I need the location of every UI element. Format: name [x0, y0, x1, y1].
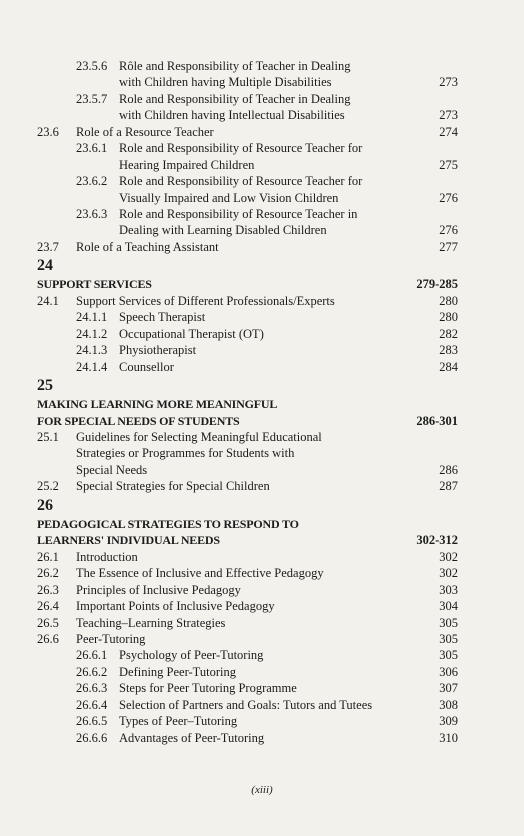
section-title-line: Psychology of Peer-Tutoring: [119, 648, 264, 663]
section-number: 23.6: [37, 124, 59, 139]
toc-entry: [0, 647, 524, 663]
page-number-footer: (xiii): [251, 784, 273, 796]
toc-entry: [0, 429, 524, 478]
toc-entry: [0, 342, 524, 358]
section-number: 23.5.6: [76, 59, 108, 73]
page-number: 284: [439, 359, 458, 374]
section-number: 24.1.4: [76, 359, 108, 374]
chapter-heading: SUPPORT SERVICES: [37, 277, 152, 292]
page-number: 280: [439, 310, 458, 325]
section-number: 26.6.3: [76, 681, 108, 696]
section-title-line: Steps for Peer Tutoring Programme: [119, 681, 297, 696]
chapter-number: 25: [37, 377, 53, 395]
toc-entry: [0, 58, 524, 91]
page-number: 303: [439, 582, 458, 597]
section-title-line: Speech Therapist: [119, 310, 206, 325]
section-number: 26.6.6: [76, 730, 108, 745]
section-number: 26.4: [37, 599, 59, 614]
page-range: 286-301: [416, 413, 458, 428]
toc-entry: [0, 697, 524, 713]
section-number: 23.5.7: [76, 91, 108, 106]
page-range: 302-312: [416, 533, 458, 548]
toc-entry: [0, 713, 524, 729]
section-number: 23.6.3: [76, 207, 108, 222]
toc-entry: [0, 124, 524, 140]
page-number: 305: [439, 615, 458, 630]
section-title-line: Selection of Partners and Goals: Tutors and Tutees: [119, 697, 373, 712]
toc-entry: [0, 680, 524, 696]
chapter-number: 24: [37, 257, 53, 275]
section-number: 25.1: [37, 430, 59, 444]
section-number: 26.6: [37, 631, 59, 646]
page-number: 286: [439, 462, 458, 477]
section-number: 26.3: [37, 582, 59, 597]
page-range: 279-285: [416, 277, 458, 292]
section-title-line: Counsellor: [119, 359, 174, 374]
section-title-line: Defining Peer-Tutoring: [119, 664, 236, 679]
toc-entry: [0, 359, 524, 375]
toc-entry: [0, 293, 524, 309]
page-number: 302: [439, 566, 458, 581]
chapter-heading: MAKING LEARNING MORE MEANINGFUL: [37, 397, 278, 412]
toc-entry: [0, 173, 524, 206]
section-title-line: Special Needs: [76, 462, 148, 477]
page-number: 308: [439, 697, 458, 712]
section-number: 23.7: [37, 239, 59, 254]
chapter-number: 26: [37, 496, 53, 514]
toc-entry: [0, 615, 524, 631]
section-title-line: Strategies or Programmes for Students with: [76, 446, 295, 461]
section-title-line: Introduction: [76, 549, 138, 564]
page-number: 305: [439, 648, 458, 663]
section-title-line: Important Points of Inclusive Pedagogy: [76, 599, 275, 614]
section-title-line: Role and Responsibility of Resource Teacher for: [119, 141, 363, 156]
section-title-line: Hearing Impaired Children: [119, 157, 255, 172]
chapter-heading: PEDAGOGICAL STRATEGIES TO RESPOND TO: [37, 516, 299, 531]
section-title-line: with Children having Intellectual Disabilities: [119, 108, 345, 123]
section-title-line: Rôle and Responsibility of Teacher in Dealing: [119, 59, 351, 73]
page-number: 282: [439, 326, 458, 341]
section-title-line: Types of Peer–Tutoring: [119, 714, 238, 729]
page-number: 305: [439, 631, 458, 646]
section-title-line: Advantages of Peer-Tutoring: [119, 730, 265, 745]
section-title-line: with Children having Multiple Disabilities: [119, 75, 332, 90]
page-number: 273: [439, 75, 458, 90]
page-number: 304: [439, 599, 458, 614]
toc-entry: [0, 206, 524, 239]
toc-entry: [0, 309, 524, 325]
section-number: 23.6.2: [76, 174, 108, 189]
section-number: 25.2: [37, 479, 59, 494]
section-title-line: Guidelines for Selecting Meaningful Educational: [76, 430, 322, 444]
section-title-line: Role of a Teaching Assistant: [76, 239, 219, 254]
section-title-line: Special Strategies for Special Children: [76, 479, 270, 494]
page-number: 306: [439, 664, 458, 679]
chapter-heading: LEARNERS' INDIVIDUAL NEEDS: [37, 533, 220, 548]
section-title-line: Physiotherapist: [119, 343, 197, 358]
toc-entry: [0, 326, 524, 342]
section-number: 26.6.5: [76, 714, 108, 729]
toc-entry: [0, 631, 524, 647]
section-title-line: Visually Impaired and Low Vision Children: [119, 190, 339, 205]
section-number: 26.6.2: [76, 664, 108, 679]
page-number: 302: [439, 549, 458, 564]
section-title-line: Occupational Therapist (OT): [119, 326, 264, 341]
section-number: 26.1: [37, 549, 59, 564]
section-title-line: Role of a Resource Teacher: [76, 124, 214, 139]
toc-entry: [0, 239, 524, 255]
page-number: 273: [439, 108, 458, 123]
toc-entry: [0, 478, 524, 494]
section-number: 24.1: [37, 293, 59, 308]
toc-entry: [0, 730, 524, 746]
section-title-line: Teaching–Learning Strategies: [76, 615, 226, 630]
section-title-line: Peer-Tutoring: [76, 631, 146, 646]
page-number: 287: [439, 479, 458, 494]
section-number: 26.5: [37, 615, 59, 630]
page-number: 280: [439, 293, 458, 308]
chapter-heading: FOR SPECIAL NEEDS OF STUDENTS: [37, 413, 240, 428]
section-number: 24.1.1: [76, 310, 108, 325]
section-title-line: The Essence of Inclusive and Effective Pedagogy: [76, 566, 324, 581]
section-number: 26.2: [37, 566, 59, 581]
toc-entry: [0, 565, 524, 581]
section-title-line: Role and Responsibility of Resource Teacher in: [119, 207, 358, 222]
page-number: 276: [439, 223, 458, 238]
toc-entry: [0, 140, 524, 173]
section-title-line: Principles of Inclusive Pedagogy: [76, 582, 241, 597]
page-number: 283: [439, 343, 458, 358]
section-number: 23.6.1: [76, 141, 108, 156]
section-title-line: Role and Responsibility of Resource Teacher for: [119, 174, 363, 189]
page-number: 274: [439, 124, 458, 139]
page-number: 276: [439, 190, 458, 205]
section-title-line: Dealing with Learning Disabled Children: [119, 223, 327, 238]
toc-entry: [0, 664, 524, 680]
page-number: 310: [439, 730, 458, 745]
toc-entry: [0, 582, 524, 598]
page-number: 277: [439, 239, 458, 254]
toc-entry: [0, 598, 524, 614]
page-number: 307: [439, 681, 458, 696]
toc-entry: [0, 549, 524, 565]
section-number: 26.6.1: [76, 648, 108, 663]
section-number: 24.1.2: [76, 326, 108, 341]
section-number: 24.1.3: [76, 343, 108, 358]
section-title-line: Role and Responsibility of Teacher in Dealing: [119, 91, 351, 106]
toc-entry: [0, 91, 524, 124]
section-title-line: Support Services of Different Professionals/Experts: [76, 293, 335, 308]
section-number: 26.6.4: [76, 697, 108, 712]
page-number: 309: [439, 714, 458, 729]
page-number: 275: [439, 157, 458, 172]
